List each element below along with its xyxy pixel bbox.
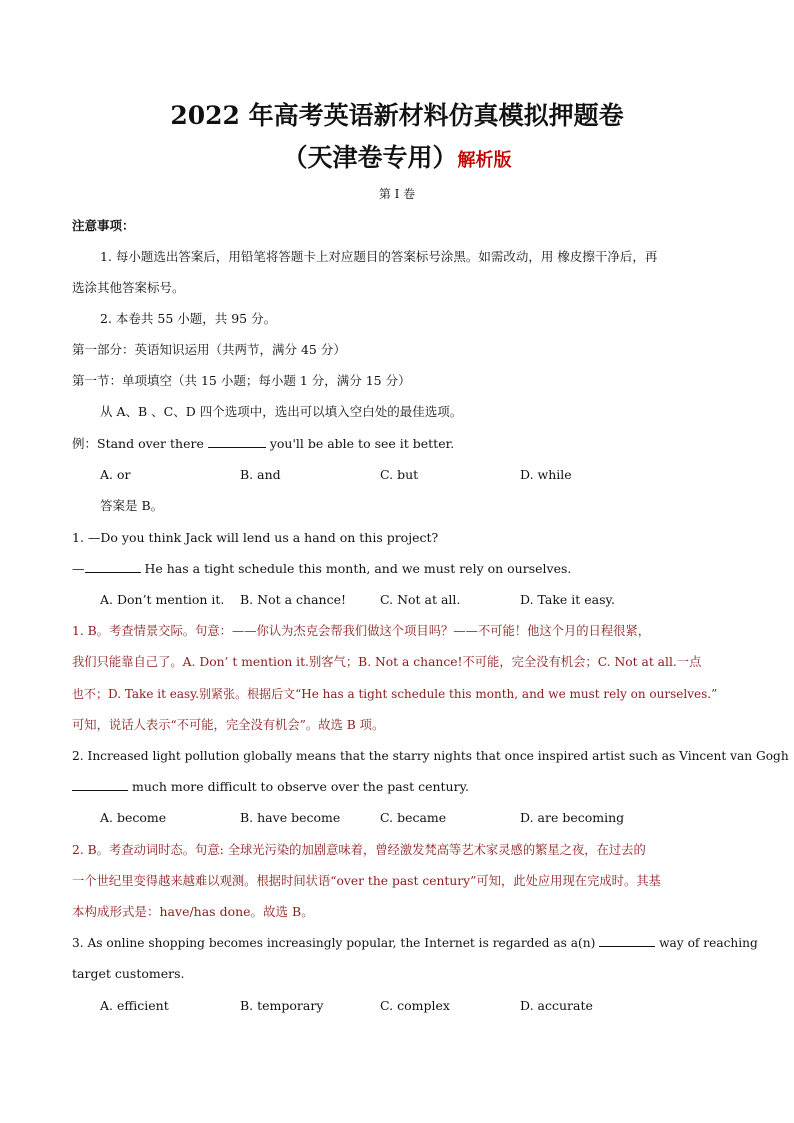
volume-label: 第 I 卷	[378, 187, 416, 201]
q1-option-c: C. Not at all.	[380, 592, 461, 607]
q2-option-a: A. become	[100, 810, 167, 825]
q2-stem: 2. Increased light pollution globally means that the starry nights that once inspired artist such as Vincent van Gogh	[72, 749, 789, 763]
q3-stem-start: 3. As online shopping becomes increasingly popular, the Internet is regarded as a(n)	[72, 936, 596, 950]
example-option-b: B. and	[240, 467, 281, 482]
example-option-a: A. or	[100, 467, 131, 482]
q1-reply	[72, 561, 571, 577]
q3-stem-end: way of reaching	[659, 936, 758, 950]
example-stem-start: 例：Stand over there	[72, 436, 204, 451]
example-option-d: D. while	[520, 467, 572, 482]
q1-stem: 1. —Do you think Jack will lend us a hand on this project?	[72, 530, 439, 545]
q1-option-a: A. Don’t mention it.	[100, 592, 225, 607]
q3-option-d: D. accurate	[520, 998, 593, 1013]
q3-stem	[72, 935, 758, 951]
example-stem	[72, 436, 454, 452]
notice-item-2: 2. 本卷共 55 小题，共 95 分。	[100, 311, 277, 326]
q1-option-b: B. Not a chance!	[240, 592, 346, 607]
q3-option-a: A. efficient	[100, 998, 169, 1013]
answer-blank	[599, 935, 655, 947]
q1-explanation-1: 1. B。考查情景交际。句意：——你认为杰克会帮我们做这个项目吗？——不可能！他这个月的日程很紧，	[72, 624, 651, 638]
q1-reply-text: He has a tight schedule this month, and we must rely on ourselves.	[144, 561, 572, 576]
q3-stem-cont: target customers.	[72, 966, 185, 981]
section-instruction: 从 A、B 、C、D 四个选项中，选出可以填入空白处的最佳选项。	[100, 404, 463, 419]
q2-stem-cont-text: much more difficult to observe over the past century.	[131, 779, 469, 794]
answer-blank	[208, 436, 266, 448]
q1-explanation-4: 可知，说话人表示“不可能，完全没有机会”。故选 B 项。	[72, 718, 385, 732]
answer-version-badge: 解析版	[457, 150, 512, 171]
q2-option-b: B. have become	[240, 810, 341, 825]
part-heading: 第一部分：英语知识运用（共两节，满分 45 分）	[72, 342, 346, 357]
q2-stem-cont	[72, 779, 469, 795]
page-subtitle	[0, 143, 794, 176]
q2-explanation-3: 本构成形式是：have/has done。故选 B。	[72, 904, 314, 919]
example-stem-end: you'll be able to see it better.	[269, 436, 455, 451]
q3-option-b: B. temporary	[240, 998, 324, 1013]
answer-blank	[85, 561, 141, 573]
q1-dash: —	[72, 561, 85, 576]
notice-item-1: 1. 每小题选出答案后，用铅笔将答题卡上对应题目的答案标号涂黑。如需改动，用 橡皮擦干净后，再	[100, 249, 658, 264]
q1-explanation-3: 也不；D. Take it easy.别紧张。根据后文“He has a tight schedule this month, and we must rely on ourselves.”	[72, 687, 718, 701]
q2-option-d: D. are becoming	[520, 810, 625, 825]
q2-explanation-1: 2. B。考查动词时态。句意: 全球光污染的加剧意味着，曾经激发梵高等艺术家灵感的繁星之夜，在过去的	[72, 843, 646, 857]
notice-heading: 注意事项：	[72, 218, 135, 233]
example-option-c: C. but	[380, 467, 419, 482]
q3-option-c: C. complex	[380, 998, 450, 1013]
page-title: 2022 年高考英语新材料仿真模拟押题卷	[170, 101, 624, 130]
section-heading: 第一节：单项填空（共 15 小题；每小题 1 分，满分 15 分）	[72, 373, 411, 388]
notice-item-1-cont: 选涂其他答案标号。	[72, 280, 185, 295]
example-answer: 答案是 B。	[100, 498, 164, 513]
q1-option-d: D. Take it easy.	[520, 592, 615, 607]
answer-blank	[72, 779, 128, 791]
subtitle-text: （天津卷专用）	[282, 143, 458, 172]
q1-explanation-2: 我们只能靠自己了。A. Don’ t mention it.别客气；B. Not a chance!不可能，完全没有机会；C. Not at all.一点	[72, 655, 702, 669]
q2-explanation-2: 一个世纪里变得越来越难以观测。根据时间状语“over the past century”可知，此处应用现在完成时。其基	[72, 874, 661, 888]
q2-option-c: C. became	[380, 810, 447, 825]
